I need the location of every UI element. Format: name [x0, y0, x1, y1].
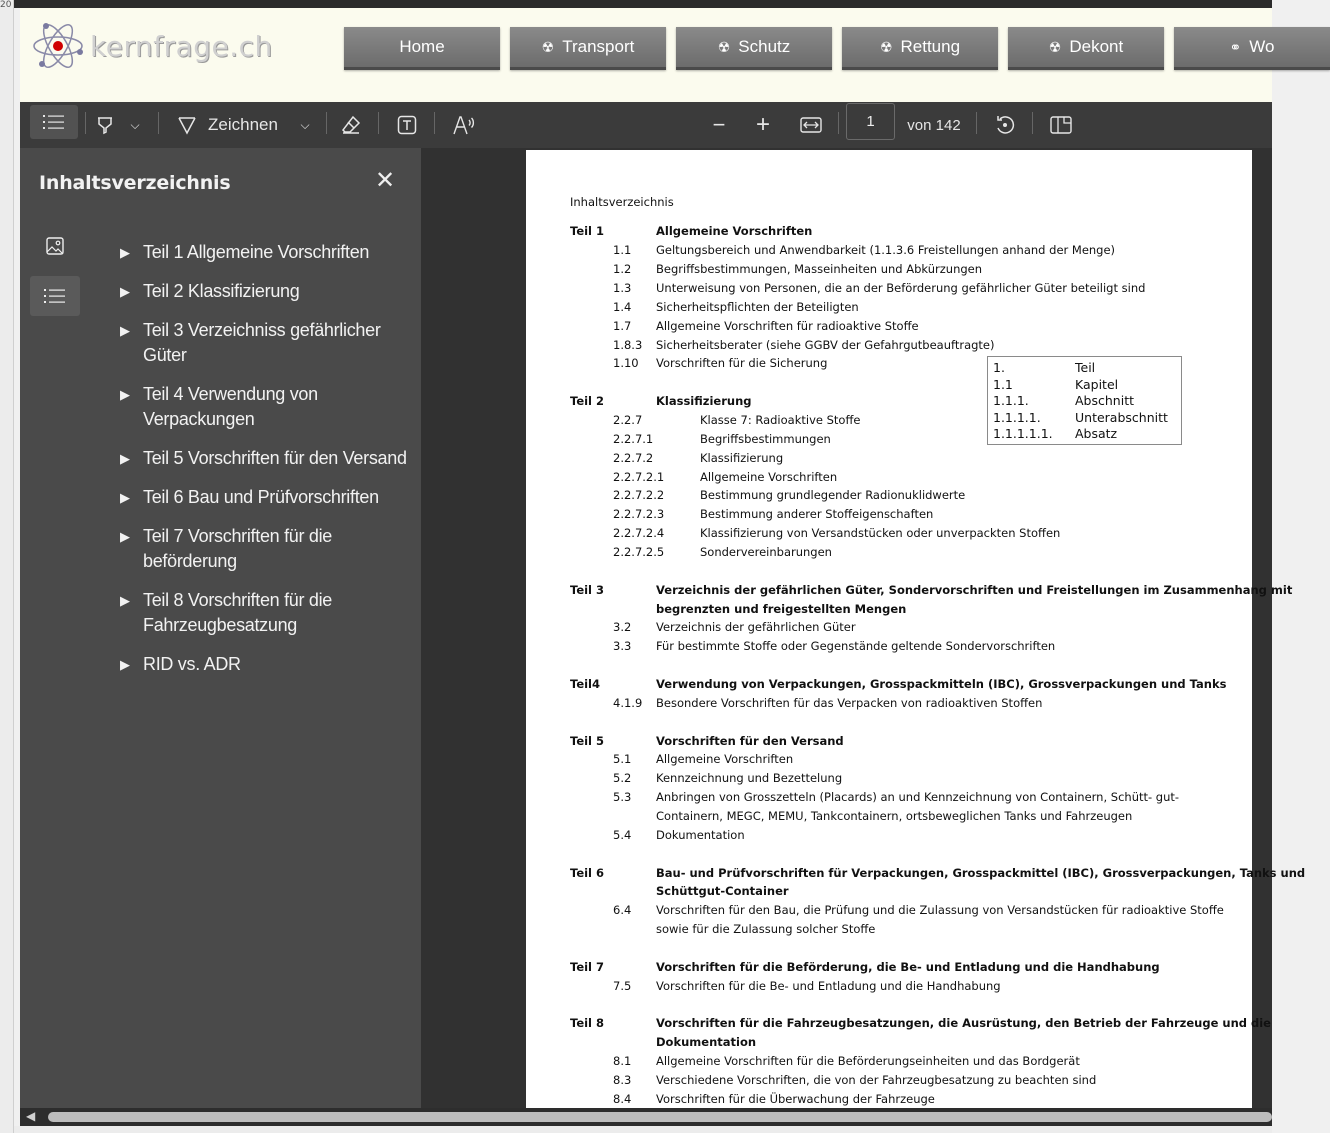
chevron-down-icon: ⌵: [300, 117, 310, 132]
numbering-legend-box: [987, 356, 1182, 445]
doc-section-number: 1.3: [613, 281, 632, 295]
toolbar-separator: [378, 112, 379, 134]
nav-button-label: Home: [399, 37, 445, 56]
close-icon: ✕: [375, 167, 396, 194]
doc-section-title: Verschiedene Vorschriften, die von der Fahrzeugbesatzung zu beachten sind: [656, 1073, 1097, 1087]
doc-section-number: 2.2.7.1: [613, 432, 654, 446]
doc-section-title: Containern, MEGC, MEMU, Tankcontainern, ortsbeweglichen Tanks und Fahrzeugen: [656, 809, 1133, 823]
image-icon: [45, 236, 65, 256]
doc-section-title: Verzeichnis der gefährlichen Güter: [656, 620, 856, 634]
read-aloud-icon: [453, 115, 475, 135]
toc-item[interactable]: [118, 382, 408, 432]
highlight-options-dropdown[interactable]: [124, 102, 146, 148]
radiation-icon: ☢: [879, 38, 893, 55]
handshake-icon: ⚭: [1229, 38, 1242, 55]
doc-section-number: 6.4: [613, 903, 632, 917]
doc-part-title: Vorschriften für die Beförderung, die Be- und Entladung und die Handhabung: [656, 960, 1160, 974]
toolbar-separator: [838, 112, 839, 134]
doc-section-title: Vorschriften für die Überwachung der Fahrzeuge: [656, 1092, 935, 1106]
site-header: [20, 8, 1275, 102]
caret-right-icon[interactable]: ▶: [120, 451, 130, 466]
toc-item[interactable]: [118, 652, 408, 677]
caret-right-icon[interactable]: ▶: [120, 284, 130, 299]
doc-title: Inhaltsverzeichnis: [570, 195, 674, 209]
legend-number: 1.: [993, 360, 1005, 375]
scroll-left-icon[interactable]: ◀: [26, 1109, 36, 1123]
nav-button-rettung[interactable]: [842, 27, 998, 70]
eraser-icon: [341, 115, 361, 135]
toc-item-label: Teil 3 Verzeichniss gefährlicher Güter: [143, 320, 381, 365]
doc-section-title: Besondere Vorschriften für das Verpacken von radioaktiven Stoffen: [656, 696, 1043, 710]
document-viewer[interactable]: [421, 148, 1306, 1108]
toc-item-label: Teil 4 Verwendung von Verpackungen: [143, 384, 318, 429]
doc-section-title: Anbringen von Grosszetteln (Placards) an und Kennzeichnung von Containern, Schütt- gut-: [656, 790, 1180, 804]
doc-part-number: Teil 6: [570, 866, 605, 880]
rotate-button[interactable]: [990, 102, 1020, 148]
caret-right-icon[interactable]: ▶: [120, 245, 130, 260]
nav-button-label: Rettung: [900, 37, 961, 56]
nav-button-schutz[interactable]: [676, 27, 832, 70]
nav-button-label: Schutz: [738, 37, 791, 56]
doc-section-title: Allgemeine Vorschriften für die Beförderungseinheiten und das Bordgerät: [656, 1054, 1080, 1068]
read-aloud-button[interactable]: [448, 102, 480, 148]
doc-section-number: 2.2.7.2.4: [613, 526, 665, 540]
add-text-button[interactable]: [392, 102, 422, 148]
doc-section-title: Bestimmung grundlegender Radionuklidwerte: [700, 488, 966, 502]
doc-section-number: 8.1: [613, 1054, 632, 1068]
chevron-down-icon: ⌵: [130, 117, 140, 132]
zoom-out-button[interactable]: [706, 102, 732, 148]
doc-section-title: Bestimmung anderer Stoffeigenschaften: [700, 507, 934, 521]
nav-button-label: Transport: [562, 37, 635, 56]
close-sidebar-button[interactable]: [375, 166, 395, 195]
plus-icon: +: [755, 111, 770, 138]
doc-section-title: Klassifizierung: [700, 451, 784, 465]
doc-section-number: 3.2: [613, 620, 632, 634]
legend-number: 1.1.1.: [993, 393, 1029, 408]
legend-name: Absatz: [1075, 426, 1118, 441]
doc-section-number: 2.2.7.2.3: [613, 507, 665, 521]
page-total-label: von 142: [907, 116, 961, 134]
doc-part-title: Verwendung von Verpackungen, Grosspackmitteln (IBC), Grossverpackungen und Tanks: [656, 677, 1227, 691]
caret-right-icon[interactable]: ▶: [120, 490, 130, 505]
doc-section-number: 5.4: [613, 828, 632, 842]
toc-item[interactable]: [118, 446, 408, 471]
toc-item-label: Teil 2 Klassifizierung: [143, 281, 300, 301]
nav-button-home[interactable]: [344, 27, 500, 70]
toc-item-label: Teil 5 Vorschriften für den Versand: [143, 448, 407, 468]
draw-button[interactable]: [172, 102, 202, 148]
doc-section-number: 7.5: [613, 979, 632, 993]
fit-width-button[interactable]: [796, 102, 826, 148]
doc-section-number: 2.2.7.2.5: [613, 545, 665, 559]
doc-section-title: Sicherheitsberater (siehe GGBV der Gefahrgutbeauftragte): [656, 338, 995, 352]
legend-number: 1.1.1.1.: [993, 409, 1041, 425]
radiation-icon: ☢: [1048, 38, 1062, 55]
toolbar-separator: [976, 112, 977, 134]
legend-row: [993, 377, 1178, 393]
radiation-icon: ☢: [541, 38, 555, 55]
thumbnails-tab[interactable]: [30, 226, 80, 266]
doc-section-title: Dokumentation: [656, 828, 745, 842]
toc-item-label: Teil 7 Vorschriften für die beförderung: [143, 526, 332, 571]
nav-button-transport[interactable]: [510, 27, 666, 70]
doc-section-number: 1.8.3: [613, 338, 643, 352]
doc-section-number: 1.1: [613, 243, 632, 257]
doc-part-title: Klassifizierung: [656, 394, 752, 408]
legend-name: Abschnitt: [1075, 393, 1134, 408]
toc-list: [118, 240, 408, 691]
toc-item[interactable]: [118, 485, 408, 510]
outline-tab[interactable]: [30, 276, 80, 316]
caret-right-icon[interactable]: ▶: [120, 657, 130, 672]
legend-row: [993, 360, 1178, 376]
nav-button-wo[interactable]: [1174, 27, 1330, 70]
toc-item[interactable]: [118, 318, 408, 368]
caret-right-icon[interactable]: ▶: [120, 593, 130, 608]
toc-item[interactable]: [118, 524, 408, 574]
doc-section-title: Allgemeine Vorschriften für radioaktive Stoffe: [656, 319, 919, 333]
pdf-toolbar: [20, 102, 1272, 148]
toolbar-separator: [326, 112, 327, 134]
fit-width-icon: [800, 117, 822, 133]
doc-section-number: 2.2.7.2: [613, 451, 654, 465]
legend-row: [993, 410, 1178, 426]
doc-section-title: Sondervereinbarungen: [700, 545, 832, 559]
doc-section-title: Allgemeine Vorschriften: [700, 470, 838, 484]
doc-part-title: Schüttgut-Container: [656, 884, 789, 898]
doc-part-number: Teil 1: [570, 224, 605, 238]
doc-section-number: 4.1.9: [613, 696, 643, 710]
doc-section-title: Allgemeine Vorschriften: [656, 752, 794, 766]
legend-name: Unterabschnitt: [1075, 409, 1168, 425]
toc-item-label: RID vs. ADR: [143, 654, 241, 674]
doc-section-title: sowie für die Zulassung solcher Stoffe: [656, 922, 876, 936]
highlighter-icon: [95, 115, 115, 135]
doc-section-title: Begriffsbestimmungen: [700, 432, 831, 446]
text-box-icon: [397, 115, 417, 135]
doc-section-number: 5.1: [613, 752, 632, 766]
doc-part-title: Vorschriften für den Versand: [656, 734, 844, 748]
atom-logo-icon[interactable]: [32, 16, 88, 76]
toc-item-label: Teil 1 Allgemeine Vorschriften: [143, 242, 370, 262]
toolbar-separator: [1032, 112, 1033, 134]
doc-section-title: Vorschriften für den Bau, die Prüfung und die Zulassung von Versandstücken für radioaktive Stoffe: [656, 903, 1224, 917]
pdf-page: [526, 150, 1306, 1108]
doc-part-title: Vorschriften für die Fahrzeugbesatzungen, die Ausrüstung, den Betrieb der Fahrzeuge und die: [656, 1016, 1271, 1030]
toolbar-separator: [85, 112, 86, 134]
doc-section-number: 2.2.7.2.1: [613, 470, 665, 484]
doc-section-number: 2.2.7.2.2: [613, 488, 665, 502]
highlight-button[interactable]: [90, 102, 120, 148]
toc-item-label: Teil 6 Bau und Prüfvorschriften: [143, 487, 379, 507]
doc-part-number: Teil4: [570, 677, 601, 691]
doc-section-title: Geltungsbereich und Anwendbarkeit (1.1.3.6 Freistellungen anhand der Menge): [656, 243, 1116, 257]
doc-section-title: Kennzeichnung und Bezettelung: [656, 771, 843, 785]
caret-right-icon[interactable]: ▶: [120, 387, 130, 402]
scrollbar-thumb[interactable]: [48, 1112, 1272, 1122]
doc-section-title: Sicherheitspflichten der Beteiligten: [656, 300, 859, 314]
outer-ruler-label: 20: [0, 0, 12, 10]
minus-icon: −: [712, 112, 726, 137]
rotate-icon: [994, 114, 1016, 136]
draw-label[interactable]: Zeichnen: [208, 115, 278, 134]
toolbar-separator: [158, 112, 159, 134]
radiation-icon: ☢: [717, 38, 731, 55]
window-top-bar: [14, 0, 1272, 8]
legend-number: 1.1: [993, 376, 1013, 392]
outer-window-edge: [0, 0, 14, 1133]
page-view-button[interactable]: [1046, 102, 1076, 148]
doc-section-title: Klassifizierung von Versandstücken oder unverpackten Stoffen: [700, 526, 1061, 540]
doc-section-number: 8.3: [613, 1073, 632, 1087]
page-number-input[interactable]: 1: [846, 103, 895, 140]
nav-button-dekont[interactable]: [1008, 27, 1164, 70]
doc-section-number: 5.3: [613, 790, 632, 804]
doc-part-number: Teil 2: [570, 394, 605, 408]
doc-part-title: begrenzten und freigestellten Mengen: [656, 602, 907, 616]
doc-part-title: Dokumentation: [656, 1035, 757, 1049]
list-icon: [43, 114, 65, 130]
window-bottom-edge: [14, 1126, 1272, 1133]
toc-item[interactable]: [118, 279, 408, 304]
zoom-in-button[interactable]: [750, 102, 776, 148]
horizontal-scrollbar[interactable]: [20, 1108, 1272, 1126]
doc-part-number: Teil 5: [570, 734, 605, 748]
toc-item[interactable]: [118, 588, 408, 638]
erase-button[interactable]: [336, 102, 366, 148]
doc-part-title: Allgemeine Vorschriften: [656, 224, 813, 238]
doc-section-number: 1.4: [613, 300, 632, 314]
doc-section-number: 3.3: [613, 639, 632, 653]
nav-button-label: Wo: [1249, 37, 1275, 56]
legend-row: [993, 393, 1178, 409]
doc-section-number: 1.7: [613, 319, 632, 333]
doc-section-number: 1.2: [613, 262, 632, 276]
doc-part-number: Teil 8: [570, 1016, 605, 1030]
doc-section-title: Vorschriften für die Be- und Entladung und die Handhabung: [656, 979, 1001, 993]
doc-part-number: Teil 3: [570, 583, 605, 597]
doc-section-number: 1.10: [613, 356, 639, 370]
doc-section-title: Klasse 7: Radioaktive Stoffe: [700, 413, 861, 427]
pen-icon: [177, 115, 197, 135]
toc-item-label: Teil 8 Vorschriften für die Fahrzeugbesatzung: [143, 590, 332, 635]
doc-section-title: Unterweisung von Personen, die an der Beförderung gefährlicher Güter beteiligt sind: [656, 281, 1146, 295]
doc-section-number: 2.2.7: [613, 413, 643, 427]
legend-number: 1.1.1.1.1.: [993, 426, 1053, 441]
doc-part-title: Verzeichnis der gefährlichen Güter, Sondervorschriften und Freistellungen im Zusammenhang mit: [656, 583, 1293, 597]
toc-item[interactable]: [118, 240, 408, 265]
legend-row: [993, 426, 1178, 442]
doc-section-title: Begriffsbestimmungen, Masseinheiten und Abkürzungen: [656, 262, 983, 276]
draw-options-dropdown[interactable]: [294, 102, 316, 148]
doc-section-title: Vorschriften für die Sicherung: [656, 356, 828, 370]
caret-right-icon[interactable]: ▶: [120, 323, 130, 338]
two-page-icon: [1050, 116, 1072, 134]
doc-section-number: 8.4: [613, 1092, 632, 1106]
main-nav: [344, 27, 1330, 70]
doc-section-number: 5.2: [613, 771, 632, 785]
doc-part-number: Teil 7: [570, 960, 605, 974]
doc-section-title: Für bestimmte Stoffe oder Gegenstände geltende Sondervorschriften: [656, 639, 1056, 653]
list-icon: [44, 288, 66, 304]
nav-button-label: Dekont: [1069, 37, 1124, 56]
legend-name: Kapitel: [1075, 376, 1119, 392]
doc-part-title: Bau- und Prüfvorschriften für Verpackungen, Grosspackmittel (IBC), Grossverpackungen, Tanks und: [656, 866, 1306, 880]
toc-toggle-button[interactable]: [30, 105, 78, 139]
toolbar-separator: [434, 112, 435, 134]
toc-sidebar: [20, 148, 421, 1108]
caret-right-icon[interactable]: ▶: [120, 529, 130, 544]
site-logo-text[interactable]: kernfrage.ch: [90, 30, 273, 63]
legend-name: Teil: [1075, 360, 1096, 375]
sidebar-title: Inhaltsverzeichnis: [39, 172, 231, 194]
